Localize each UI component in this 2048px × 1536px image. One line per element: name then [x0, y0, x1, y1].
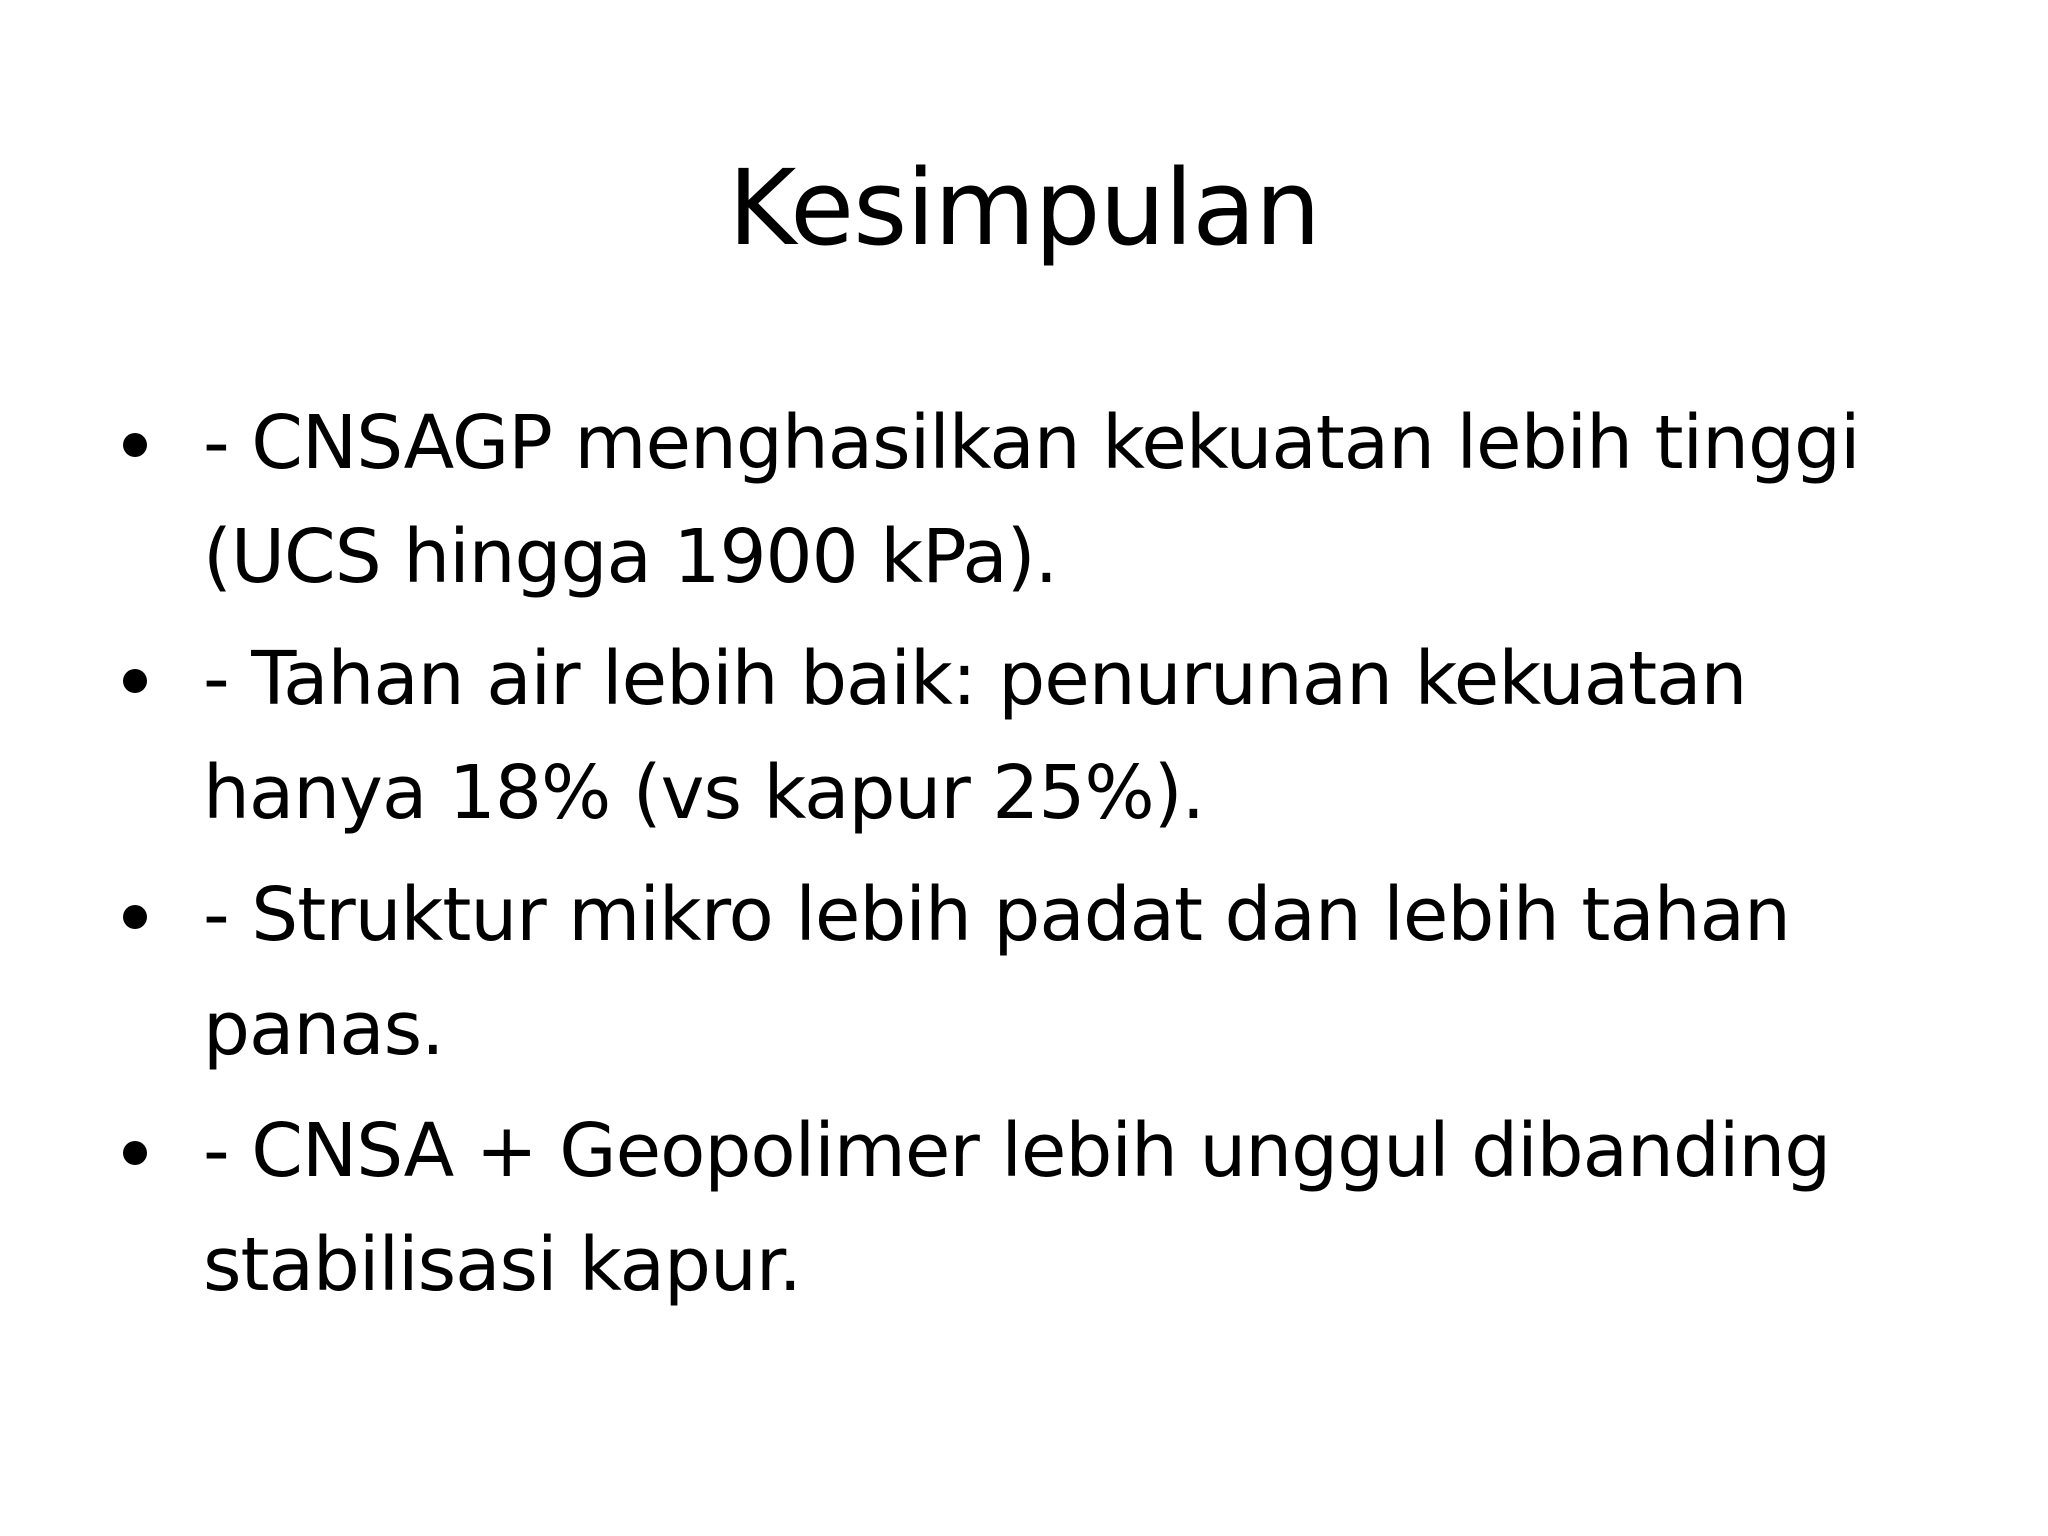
bullet-item	[115, 1094, 1945, 1322]
slide-title: Kesimpulan	[728, 147, 1320, 269]
bullet-text: - Struktur mikro lebih padat dan lebih tahan panas.	[203, 872, 1790, 1072]
bullet-dot-icon	[123, 433, 147, 457]
bullet-list	[115, 386, 1945, 1330]
bullet-item	[115, 622, 1945, 850]
bullet-text: - CNSA + Geopolimer lebih unggul dibanding stabilisasi kapur.	[203, 1108, 1831, 1308]
bullet-text: - Tahan air lebih baik: penurunan kekuatan hanya 18% (vs kapur 25%).	[203, 636, 1747, 836]
bullet-dot-icon	[123, 905, 147, 929]
bullet-dot-icon	[123, 1141, 147, 1165]
bullet-item	[115, 386, 1945, 614]
bullet-text: - CNSAGP menghasilkan kekuatan lebih tinggi (UCS hingga 1900 kPa).	[203, 400, 1860, 600]
bullet-item	[115, 858, 1945, 1086]
bullet-dot-icon	[123, 669, 147, 693]
